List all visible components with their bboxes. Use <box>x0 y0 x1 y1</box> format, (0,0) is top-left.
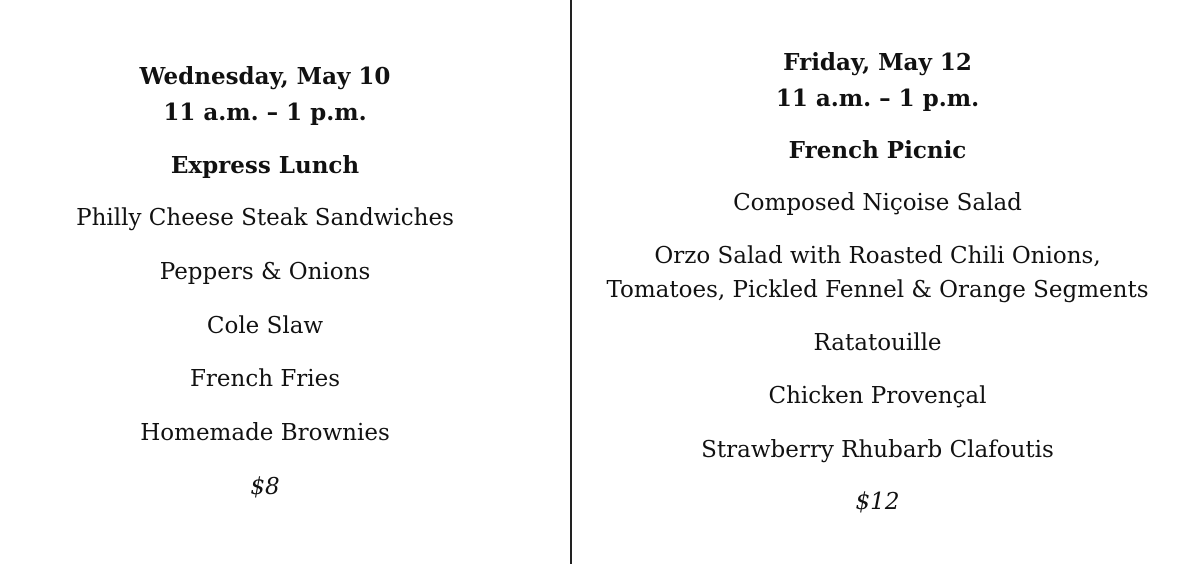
menu-title: French Picnic <box>788 137 967 164</box>
menu-item: Orzo Salad with Roasted Chili Onions, <box>654 243 1101 269</box>
menu-price: $12 <box>855 489 900 515</box>
menu-item: Tomatoes, Pickled Fennel & Orange Segments <box>606 277 1149 303</box>
menu-item: French Fries <box>189 366 341 392</box>
column-divider <box>570 0 572 564</box>
menu-date: Wednesday, May 10 <box>139 63 391 90</box>
menu-item: Strawberry Rhubarb Clafoutis <box>701 437 1054 463</box>
menu-item: Ratatouille <box>813 330 942 356</box>
menu-item: Philly Cheese Steak Sandwiches <box>76 205 454 231</box>
menu-item: Cole Slaw <box>206 313 324 339</box>
menu-price: $8 <box>250 474 280 500</box>
menu-item: Peppers & Onions <box>159 259 371 285</box>
menu-item: Chicken Provençal <box>768 383 987 409</box>
menu-date: Friday, May 12 <box>783 49 972 76</box>
menu-item: Composed Niçoise Salad <box>733 190 1022 216</box>
menu-item: Homemade Brownies <box>140 420 390 446</box>
menu-title: Express Lunch <box>170 152 360 179</box>
menu-time: 11 a.m. – 1 p.m. <box>775 85 980 112</box>
menu-time: 11 a.m. – 1 p.m. <box>163 99 367 126</box>
